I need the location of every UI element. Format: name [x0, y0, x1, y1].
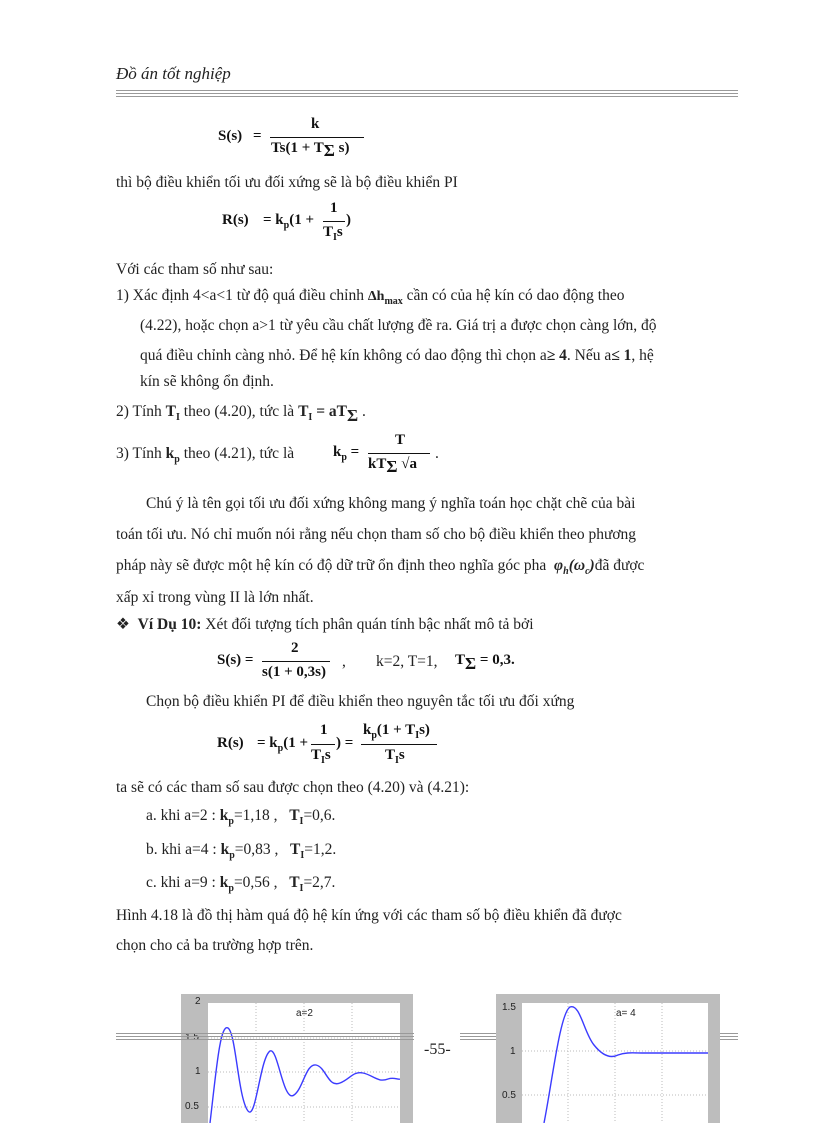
step3-lhs: $k_p$ = — [333, 444, 360, 463]
eq1-den: Ts(1 + TΣ s) — [271, 140, 350, 160]
chart-a2-label: a=2 — [296, 1008, 313, 1019]
ex-eq3-num2: $k_p(1 + T_Is)$ — [363, 722, 430, 741]
chart-a4-ytick-1: 1 — [510, 1046, 516, 1057]
chart-a2-ytick-1: 1 — [195, 1066, 201, 1077]
footer-rule-2a — [460, 1033, 496, 1034]
step3-end: . — [435, 445, 439, 462]
para-line4: xấp xỉ trong vùng II là lớn nhất. — [116, 589, 314, 606]
footer-rule-1a — [116, 1033, 414, 1034]
ex-tsigma: TΣ = 0,3. — [455, 652, 515, 673]
chart-a4-plot — [522, 1003, 708, 1123]
chart-a2-ytick-1.5: 1.5 — [185, 1032, 199, 1043]
ex-eq-lhs: S(s) = — [217, 652, 254, 668]
ex-eq3-close: ) = — [336, 735, 354, 751]
footer-rule-3c — [720, 1039, 738, 1040]
ex-after-text: ta sẽ có các tham số sau được chọn theo (4.20) và (4.21): — [116, 779, 470, 796]
footer-rule-2c — [460, 1039, 496, 1040]
para-line2: toán tối ưu. Nó chỉ muốn nói rằng nếu chọn tham số cho bộ điều khiển theo phương — [116, 526, 637, 543]
chart-a4-label: a= 4 — [616, 1008, 636, 1019]
case-a: a. khi a=2 : $k_p=1,18$ , $T_I=0,6$. — [146, 807, 336, 828]
ex-eq-comma: , — [342, 653, 346, 670]
step1-line4: kín sẽ không ổn định. — [140, 373, 274, 390]
step1-line1: 1) Xác định 4<a<1 từ độ quá điều chỉnh $\Delta h_{max}$ cần có của hệ kín có dao động theo — [116, 287, 625, 307]
ex-eq3-den1: $T_Is$ — [311, 747, 331, 766]
eq2-kp: = $k_p(1$ + — [263, 212, 314, 231]
chart-a2-ytick-0.5: 0.5 — [185, 1101, 199, 1112]
chart-a4-ytick-0.5: 0.5 — [502, 1090, 516, 1101]
para-line1: Chú ý là tên gọi tối ưu đối xứng không mang ý nghĩa toán học chặt chẽ của bài — [146, 495, 636, 512]
step3-text: 3) Tính $k_p$ theo (4.21), tức là — [116, 445, 295, 466]
ex-eq-den: s(1 + 0,3s) — [262, 664, 326, 680]
footer-rule-1b — [116, 1036, 414, 1037]
eq2-num: 1 — [330, 200, 338, 216]
text-pi-intro: thì bộ điều khiển tối ưu đối xứng sẽ là bộ điều khiển PI — [116, 174, 458, 191]
eq2-close: ) — [346, 212, 351, 228]
step3-fraction-line — [368, 453, 430, 454]
chart-a2-ytick-2: 2 — [195, 996, 201, 1007]
ex-eq3-fraction2 — [361, 744, 437, 745]
page-header-title: Đồ án tốt nghiệp — [116, 64, 231, 83]
ex-eq-fraction-line — [262, 661, 330, 662]
text-params-intro: Với các tham số như sau: — [116, 261, 274, 278]
eq1-fraction-line — [270, 137, 364, 138]
step-2: 2) Tính $T_I$ theo (4.20), tức là $T_I = aT\Sigma$ . — [116, 403, 366, 425]
ex-eq3-lhs: R(s) — [217, 735, 244, 751]
ex-params: k=2, T=1, — [376, 653, 438, 670]
example-heading: ❖ Ví Dụ 10: Xét đối tượng tích phân quán tính bậc nhất mô tả bởi — [116, 616, 534, 633]
case-b: b. khi a=4 : $k_p=0,83$ , $T_I=1,2$. — [146, 841, 337, 862]
header-rule-bottom — [116, 96, 738, 97]
ex-eq3-fraction1 — [311, 744, 335, 745]
closing-line1: Hình 4.18 là đồ thị hàm quá độ hệ kín ứng với các tham số bộ điều khiển đã được — [116, 907, 622, 924]
step3-den: kTΣ √a — [368, 456, 417, 476]
case-c: c. khi a=9 : $k_p=0,56$ , $T_I=2,7$. — [146, 874, 336, 895]
eq2-fraction-line — [323, 221, 345, 222]
eq1-num: k — [311, 116, 320, 132]
chart-a4-ytick-1.5: 1.5 — [502, 1002, 516, 1013]
step3-num: T — [395, 432, 406, 448]
eq1-lhs: S(s) — [218, 128, 243, 144]
chart-a4-series-line — [544, 1007, 708, 1123]
step1-line2: (4.22), hoặc chọn a>1 từ yêu cầu chất lượng đề ra. Giá trị a được chọn càng lớn, độ — [140, 317, 657, 334]
bullet-icon: ❖ — [116, 616, 130, 633]
ex-eq3-den2: $T_Is$ — [385, 747, 405, 766]
header-rule-mid — [116, 93, 738, 94]
chart-a4 — [496, 994, 720, 1123]
page-number: -55- — [424, 1041, 451, 1058]
footer-rule-1c — [116, 1039, 414, 1040]
eq2-den: $T_Is$ — [323, 224, 343, 243]
step1-line3: quá điều chỉnh càng nhỏ. Để hệ kín không có dao động thì chọn a≥ 4. Nếu a≤ 1, hệ — [140, 347, 654, 364]
eq1-eq: = — [253, 128, 262, 144]
closing-line2: chọn cho cả ba trường hợp trên. — [116, 937, 314, 954]
footer-rule-3a — [720, 1033, 738, 1034]
footer-rule-3b — [720, 1036, 738, 1037]
para-line3: pháp này sẽ được một hệ kín có độ dữ trữ ổn định theo nghĩa góc pha $\varphi_h(\omega_c)đã$ được — [116, 557, 645, 578]
header-rule-top — [116, 90, 738, 91]
ex-choose-text: Chọn bộ điều khiển PI để điều khiển theo nguyên tắc tối ưu đối xứng — [146, 693, 575, 710]
ex-eq-num: 2 — [291, 640, 299, 656]
ex-eq3-num1: 1 — [320, 722, 328, 738]
eq2-lhs: R(s) — [222, 212, 249, 228]
chart-a2-series-line — [210, 1028, 400, 1123]
chart-a2-svg — [208, 1003, 400, 1123]
chart-a2-plot — [208, 1003, 400, 1123]
footer-rule-2b — [460, 1036, 496, 1037]
chart-a2 — [181, 994, 413, 1123]
ex-eq3-kp: = $k_p(1$ + — [257, 735, 308, 754]
chart-a4-svg — [522, 1003, 708, 1123]
